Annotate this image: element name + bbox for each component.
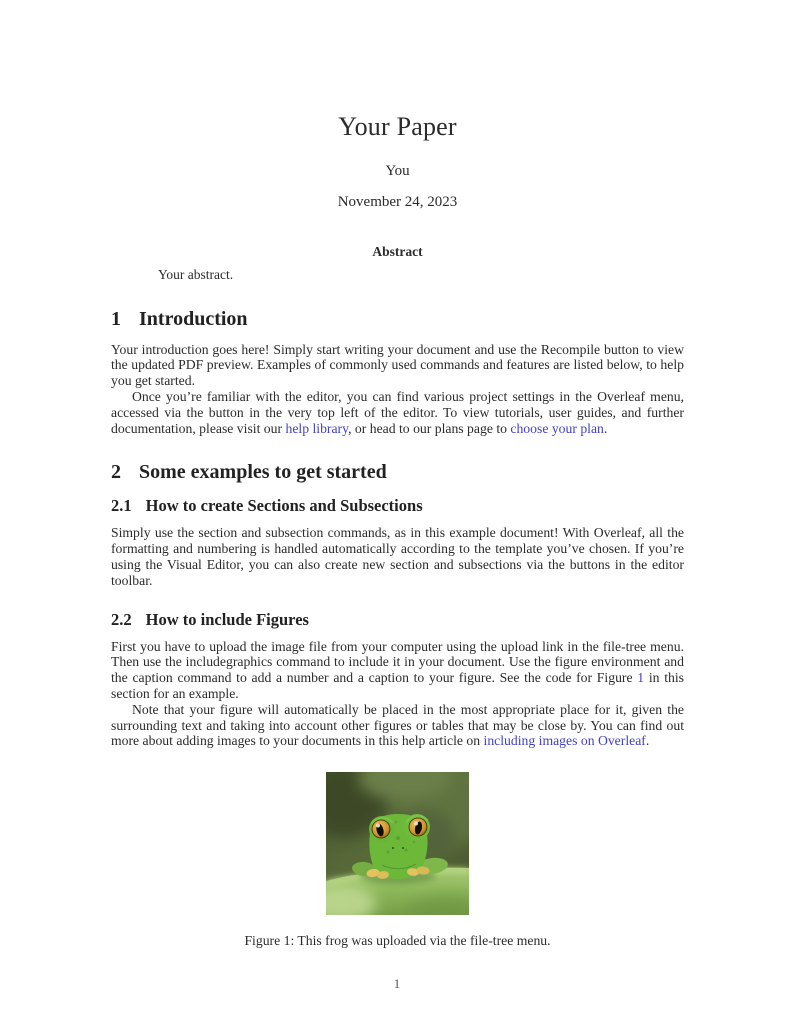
help-library-link[interactable]: help library: [285, 420, 349, 436]
text-run: Note that your figure will automatically be placed in the most appropriate place for it, given the surrounding text and taking into account other figures or tables that may be close by. You can find out more about adding images to your documents in this help article on: [111, 701, 684, 749]
subsection-number: 2.1: [111, 496, 132, 516]
text-run: in this section for an example.: [111, 670, 684, 701]
abstract-section: [111, 244, 684, 283]
text-run: First you have to upload the image file from your computer using the upload link in the file-tree menu. Then use the includegraphics command to include it in your document. Use the figure environment and the caption command to add a number and a caption to your figure. See the code for Figure: [111, 638, 684, 686]
intro-paragraph-2: [111, 389, 684, 436]
subsection-title: How to create Sections and Subsections: [145, 496, 423, 516]
section-1-introduction-heading: [111, 308, 684, 331]
subsection-2-1-paragraph: Simply use the section and subsection commands, as in this example document! With Overleaf, all the formatting and numbering is handled automatically according to the template you’ve chosen. If you’re using the Visual Editor, you can also create new section and subsections via the buttons in the editor toolbar.: [111, 525, 684, 588]
page-number: 1: [393, 976, 401, 991]
paper-author: You: [385, 163, 410, 179]
abstract-heading: Abstract: [372, 244, 423, 259]
section-2-examples-heading: [111, 461, 684, 484]
subsection-2-2-heading: [111, 610, 684, 630]
frog-photo: [326, 772, 469, 915]
section-number: 2: [111, 461, 121, 484]
text-run: Once you’re familiar with the editor, you can find various project settings in the Overleaf menu, accessed via the button in the very top left of the editor. To view tutorials, user guides, and further documentation, please visit our: [111, 388, 684, 436]
including-images-on-overleaf-link[interactable]: including images on Overleaf: [483, 733, 646, 749]
text-run: .: [603, 420, 608, 436]
intro-paragraph-1: Your introduction goes here! Simply start writing your document and use the Recompile button to view the updated PDF preview. Examples of commonly used commands and features are listed below, to help you get started.: [111, 341, 684, 389]
text-run: .: [645, 733, 650, 749]
paper-date: November 24, 2023: [337, 194, 458, 210]
subsection-2-2-paragraph-2: [111, 702, 684, 749]
section-title: Introduction: [139, 307, 248, 330]
subsection-2-2-paragraph-1: [111, 639, 684, 702]
abstract-body: Your abstract.: [158, 267, 234, 282]
subsection-title: How to include Figures: [145, 609, 309, 629]
frog-photo-image: [326, 772, 469, 915]
title-block: [111, 112, 684, 211]
subsection-number: 2.2: [111, 609, 132, 629]
figure-1: [111, 772, 684, 949]
figure-caption: Figure 1: This frog was uploaded via the file-tree menu.: [244, 933, 551, 949]
subsection-2-1-heading: [111, 496, 684, 516]
paper-title: Your Paper: [338, 112, 457, 141]
figure-1-reference-link[interactable]: 1: [637, 670, 645, 686]
section-number: 1: [111, 307, 121, 330]
text-run: , or head to our plans page to: [348, 420, 511, 436]
choose-your-plan-link[interactable]: choose your plan: [510, 420, 604, 436]
section-title: Some examples to get started: [139, 461, 387, 484]
